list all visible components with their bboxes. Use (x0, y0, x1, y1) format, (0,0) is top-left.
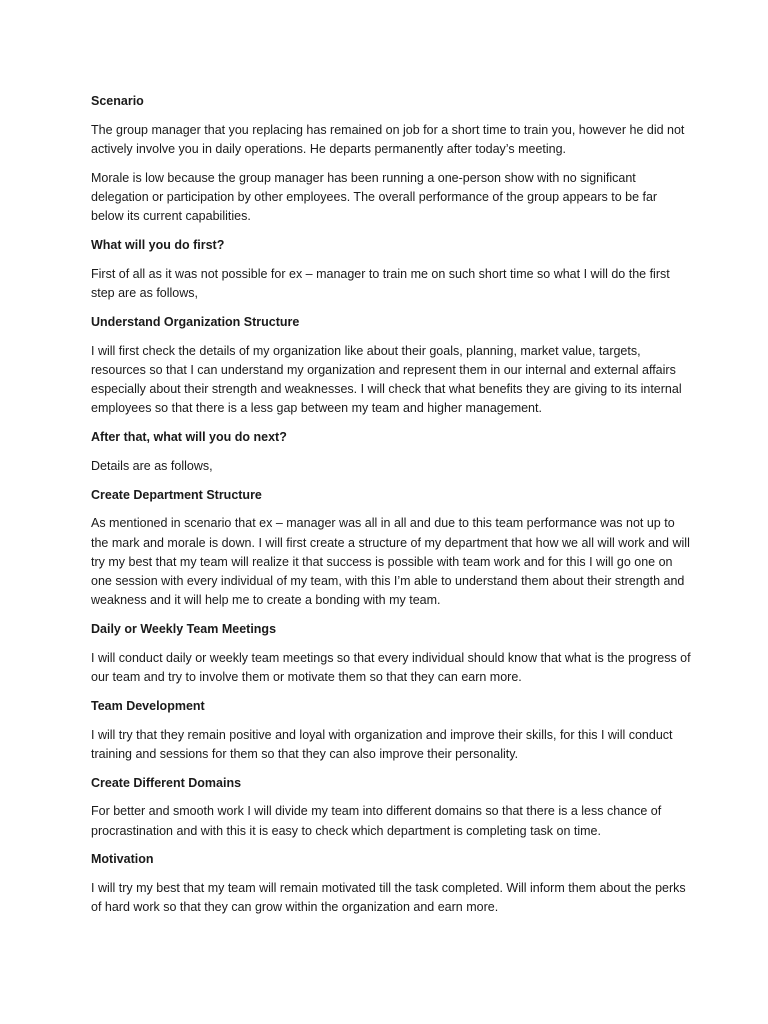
body-paragraph: I will first check the details of my organization like about their goals, planning, market value, targets, resources so that I can understand my organization and represent them in our internal and external affairs especially about their strength and weaknesses. I will check that what benefits they are giving to its internal employees so that there is a less gap between my team and higher management. (91, 343, 682, 416)
section-heading: Scenario (91, 94, 144, 108)
section-heading: Motivation (91, 852, 154, 867)
body-paragraph: The group manager that you replacing has remained on job for a short time to train you, however he did not actively involve you in daily operations. He departs permanently after today’s meeting. (91, 122, 685, 156)
body-paragraph: First of all as it was not possible for ex – manager to train me on such short time so what I will do the first step are as follows, (91, 266, 670, 300)
section-heading: What will you do first? (91, 238, 225, 252)
section-heading: After that, what will you do next? (91, 430, 287, 444)
section-heading: Daily or Weekly Team Meetings (91, 622, 277, 636)
body-paragraph: Morale is low because the group manager has been running a one-person show with no significant delegation or participation by other employees. The overall performance of the group appears to be far below its current capabilities. (91, 170, 658, 224)
section-heading: Create Different Domains (91, 775, 242, 790)
body-paragraph: As mentioned in scenario that ex – manager was all in all and due to this team performance was not up to the mark and morale is down. I will first create a structure of my department that how we all will work and will try my best that my team will realize it that success is possible with team work and for this I will go one on one session with every individual of my team, with this I’m able to understand them about their strength and weakness and it will help me to create a bonding with my team. (91, 516, 690, 608)
section-heading: Understand Organization Structure (91, 314, 300, 329)
body-paragraph: I will conduct daily or weekly team meetings so that every individual should know that what is the progress of our team and try to involve them or motivate them so that they can earn more. (91, 650, 691, 684)
section-heading: Create Department Structure (91, 487, 262, 502)
body-paragraph: Details are as follows, (91, 458, 213, 473)
body-paragraph: I will try my best that my team will remain motivated till the task completed. Will inform them about the perks of hard work so that they can grow within the organization and earn more. (91, 881, 686, 915)
body-paragraph: I will try that they remain positive and loyal with organization and improve their skills, for this I will conduct training and sessions for them so that they can also improve their personality. (91, 727, 673, 761)
document-body (91, 92, 691, 927)
body-paragraph: For better and smooth work I will divide my team into different domains so that there is a less chance of procrastination and with this it is easy to check which department is completing task on time. (91, 804, 662, 838)
section-heading: Team Development (91, 698, 205, 713)
